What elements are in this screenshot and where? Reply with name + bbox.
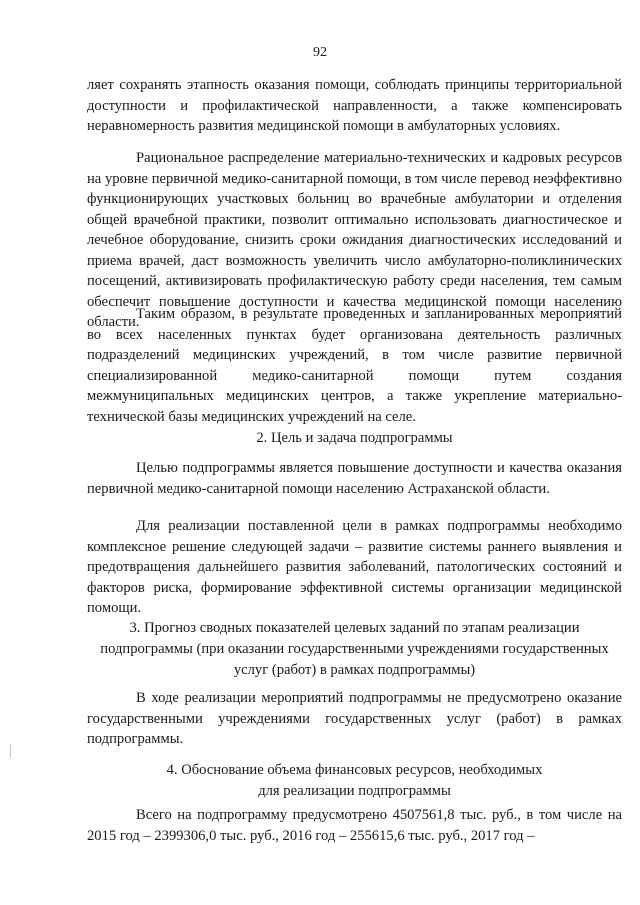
paragraph-services: В ходе реализации мероприятий подпрограммы не предусмотрено оказание государственными учреждениями государственных услуг (работ) в рамках подпрограммы. [87, 690, 622, 747]
section-heading-financing [87, 760, 622, 802]
paragraph-conclusion: Таким образом, в результате проведенных и запланированных мероприятий во всех населенных пунктах будет организована деятельность различных подразделений медицинских учреждений, в том числе развитие первичной специализированной медико-санитарной помощи путем создания межмуниципальных медицинских центров, а также укрепление материально-технической базы медицинских учреждений на селе. [87, 306, 622, 425]
section-heading-financing-line2: для реализации подпрограммы [258, 783, 451, 799]
paragraph-resource-distribution: Рациональное распределение материально-технических и кадровых ресурсов на уровне первичной медико-санитарной помощи, в том числе перевод неэффективно функционирующих участковых больниц во врачебные амбулатории и отделения общей врачебной практики, позволит оптимально использовать диагностическое и лечебное оборудование, снизить сроки ожидания диагностических исследований и приема врачей, даст возможность увеличить число амбулаторно-поликлинических посещений, активизировать профилактическую работу среди населения, тем самым обеспечит повышение доступности и качества медицинской помощи населению области. [87, 150, 622, 330]
scan-margin-mark [10, 744, 11, 758]
section-heading-financing-line1: 4. Обоснование объема финансовых ресурсов, необходимых [166, 762, 543, 778]
paragraph-financing-total: Всего на подпрограмму предусмотрено 4507561,8 тыс. руб., в том числе на 2015 год – 2399306,0 тыс. руб., 2016 год – 255615,6 тыс. руб., 2017 год – [87, 807, 622, 844]
section-heading-goal: 2. Цель и задача подпрограммы [256, 430, 453, 446]
section-heading-forecast: 3. Прогноз сводных показателей целевых заданий по этапам реализации подпрограммы (при оказании государственными учреждениями государственных услуг (работ) в рамках подпрограммы) [100, 620, 609, 678]
paragraph-task: Для реализации поставленной цели в рамках подпрограммы необходимо комплексное решение следующей задачи – развитие системы раннего выявления и предотвращения дальнейшего развития заболеваний, патологических состояний и факторов риска, формирование эффективной системы организации медицинской помощи. [87, 518, 622, 616]
page-number: 92 [313, 45, 327, 60]
paragraph-continuation: ляет сохранять этапность оказания помощи, соблюдать принципы территориальной доступности и профилактической направленности, а также компенсировать неравномерность развития медицинской помощи в амбулаторных условиях. [87, 77, 622, 134]
paragraph-goal: Целью подпрограммы является повышение доступности и качества оказания первичной медико-санитарной помощи населению Астраханской области. [87, 460, 622, 497]
